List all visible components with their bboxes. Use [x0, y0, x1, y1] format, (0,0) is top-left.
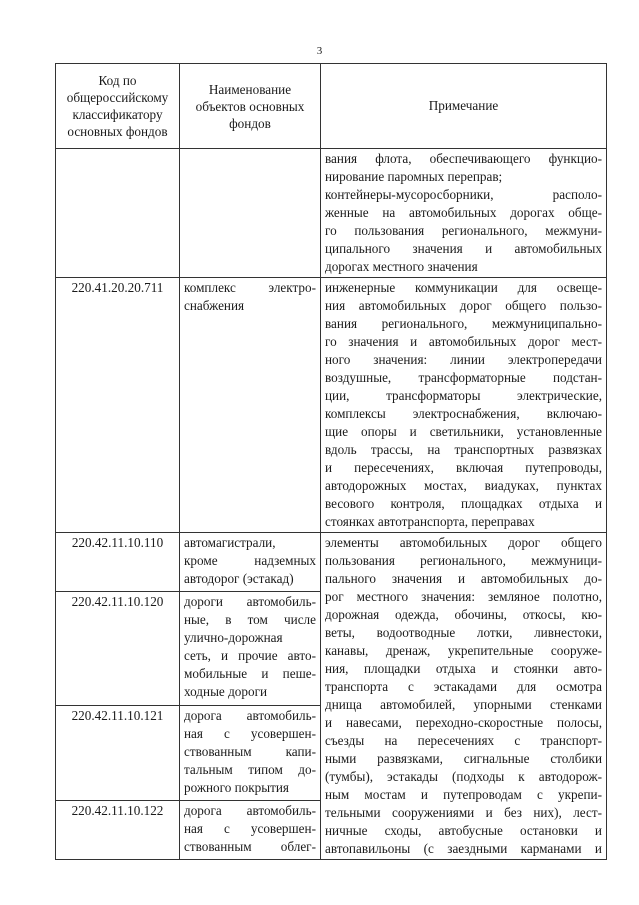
- name-line: тальным типом до-: [184, 761, 316, 777]
- name-line: ствованным облег-: [184, 839, 316, 855]
- code-cell: 220.42.11.10.120: [56, 591, 180, 705]
- table-row: [56, 149, 607, 278]
- name-line: ствованным капи-: [184, 743, 316, 759]
- note-line: инженерные коммуникации для освеще-: [325, 280, 602, 295]
- code-cell: [56, 149, 180, 278]
- note-line: го значения и автомобильных дорог мест-: [325, 334, 602, 349]
- note-line: дорогах местного значения: [325, 259, 478, 274]
- name-cell: [180, 705, 321, 801]
- name-cell: [180, 533, 321, 592]
- note-line: ным мостам и путепроводам с укрепи-: [325, 787, 602, 802]
- shared-note-cell: [321, 533, 607, 860]
- note-line: комплексы электроснабжения, включаю-: [325, 406, 602, 421]
- table-row: [56, 278, 607, 533]
- table-header-row: [56, 64, 607, 149]
- note-line: пального значения и автомобильных до-: [325, 571, 602, 586]
- name-line: дорога автомобиль-: [184, 803, 316, 819]
- code-cell: 220.42.11.10.121: [56, 705, 180, 801]
- note-line: воздушные, трансформаторные подстан-: [325, 370, 602, 385]
- note-line: пользования регионального, межмуници-: [325, 553, 602, 568]
- note-cell: [321, 149, 607, 278]
- name-cell: [180, 801, 321, 860]
- code-cell: 220.42.11.10.122: [56, 801, 180, 860]
- name-line: снабжения: [184, 298, 245, 313]
- note-line: съезды на пересечениях с транспорт-: [325, 733, 602, 748]
- note-line: (тумбы), эстакады (подходы к автодорож-: [325, 769, 602, 784]
- name-line: ная с усовершен-: [184, 725, 316, 741]
- name-cell: [180, 149, 321, 278]
- name-line: ходные дороги: [184, 683, 268, 699]
- note-line: вания флота, обеспечивающего функцио-: [325, 151, 602, 166]
- note-line: канавы, дренаж, укрепительные сооруже-: [325, 643, 602, 658]
- note-line: ципального значения и автомобильных: [325, 241, 602, 256]
- note-line: дорожная одежда, обочины, откосы, кю-: [325, 607, 602, 622]
- name-line: мобильные и пеше-: [184, 665, 316, 681]
- header-code: Код по общероссийскому классификатору основных фондов: [56, 64, 180, 149]
- note-line: ния автомобильных дорог общего пользо-: [325, 298, 602, 313]
- page-number: 3: [316, 45, 323, 57]
- name-line: сеть, и прочие авто-: [184, 647, 316, 663]
- header-note: Примечание: [321, 64, 607, 149]
- name-line: комплекс электро-: [184, 280, 316, 295]
- name-cell: [180, 591, 321, 705]
- note-line: нирование паромных переправ;: [325, 169, 503, 184]
- note-line: днища автомобилей, упорными стенками: [325, 697, 602, 712]
- name-line: автодорог (эстакад): [184, 571, 294, 586]
- note-cell: [321, 278, 607, 533]
- fixed-assets-table: [55, 63, 607, 860]
- note-line: вания регионального, межмуниципально-: [325, 316, 602, 331]
- code-cell: 220.42.11.10.110: [56, 533, 180, 592]
- note-line: контейнеры-мусоросборники, располо-: [325, 187, 602, 202]
- note-line: женные на автомобильных дорогах обще-: [325, 205, 602, 220]
- name-line: ные, в том числе: [184, 611, 316, 627]
- table-row: [56, 533, 607, 592]
- note-line: ции, трансформаторы электрические,: [325, 388, 602, 403]
- note-line: и навесами, переходно-скоростные полосы,: [325, 715, 602, 730]
- name-line: кроме надземных: [184, 553, 316, 568]
- note-line: го пользования регионального, межмуни-: [325, 223, 602, 238]
- note-line: весового контроля, площадках отдыха и: [325, 496, 602, 511]
- code-cell: 220.41.20.20.711: [56, 278, 180, 533]
- note-line: и пересечениях, включая путепроводы,: [325, 460, 602, 475]
- name-line: рожного покрытия: [184, 779, 289, 795]
- note-line: ными развязками, сигнальные столбики: [325, 751, 602, 766]
- name-line: автомагистрали,: [184, 535, 276, 550]
- note-line: автодорожных мостах, виадуках, пунктах: [325, 478, 602, 493]
- note-line: вдоль трассы, на транспортных развязках: [325, 442, 602, 457]
- header-name: Наименование объектов основных фондов: [180, 64, 321, 149]
- note-line: элементы автомобильных дорог общего: [325, 535, 602, 550]
- note-line: щие опоры и светильники, установленные: [325, 424, 602, 439]
- name-cell: [180, 278, 321, 533]
- name-line: ная с усовершен-: [184, 821, 316, 837]
- note-line: ничные сходы, автобусные остановки и: [325, 823, 602, 838]
- name-line: улично-дорожная: [184, 629, 283, 645]
- note-line: рог местного значения: земляное полотно,: [325, 589, 602, 604]
- note-line: веты, водоотводные лотки, ливнестоки,: [325, 625, 602, 640]
- note-line: ного значения: линии электропередачи: [325, 352, 602, 367]
- note-line: автопавильоны (с заездными карманами и: [325, 841, 602, 856]
- name-line: дороги автомобиль-: [184, 593, 316, 609]
- note-line: ния, площадки отдыха и стоянки авто-: [325, 661, 602, 676]
- note-line: тельными сооружениями и без них), лест-: [325, 805, 602, 820]
- note-line: транспорта с эстакадами для осмотра: [325, 679, 602, 694]
- note-line: стоянках автотранспорта, переправах: [325, 514, 535, 529]
- name-line: дорога автомобиль-: [184, 707, 316, 723]
